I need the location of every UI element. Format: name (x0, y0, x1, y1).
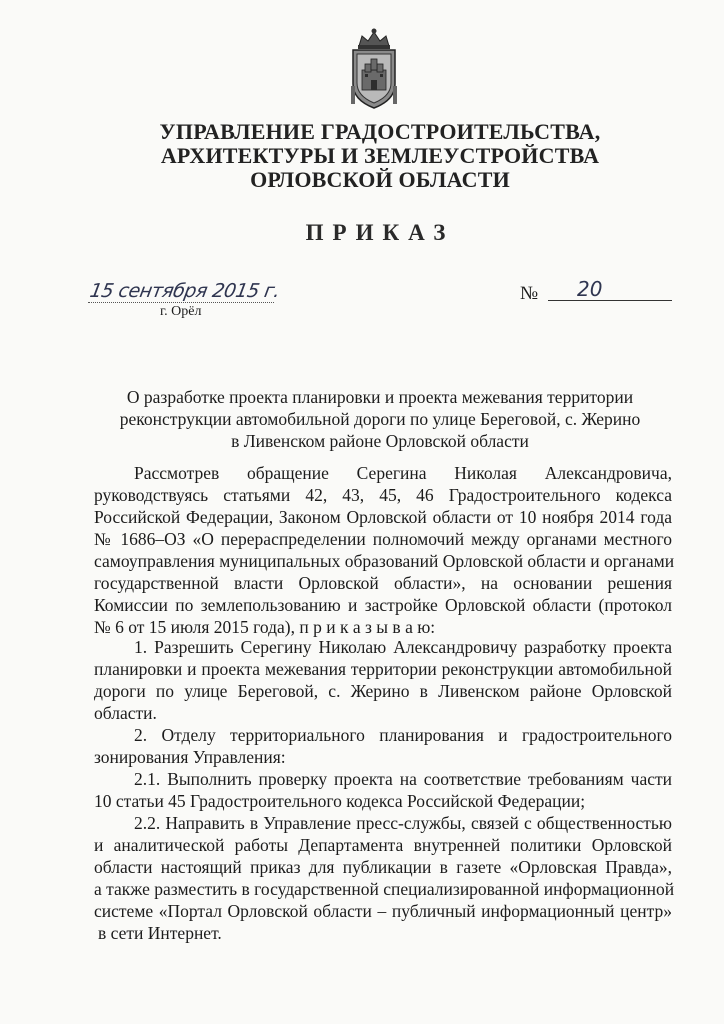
text-line: 1. Разрешить Серегину Николаю Александровичу разработку проекта (134, 637, 672, 657)
org-name-line-3: ОРЛОВСКОЙ ОБЛАСТИ (250, 167, 510, 192)
text-line: 10 статьи 45 Градостроительного кодекса Российской Федерации; (94, 791, 586, 811)
text-line: области настоящий приказ для публикации в газете «Орловская Правда», (94, 857, 672, 877)
org-name-line-2: АРХИТЕКТУРЫ И ЗЕМЛЕУСТРОЙСТВА (160, 143, 600, 168)
text-line: самоуправления муниципальных образований Орловской области и органами (94, 551, 675, 571)
place-of-issue: г. Орёл (160, 304, 202, 319)
text-line: Рассмотрев обращение Серегина Николая Александровича, (134, 463, 672, 483)
text-line: № 1686–ОЗ «О перераспределении полномочий между органами местного (94, 529, 672, 549)
handwritten-date: 15 сентября 2015 г. (88, 280, 282, 302)
org-name-line-1: УПРАВЛЕНИЕ ГРАДОСТРОИТЕЛЬСТВА, (159, 119, 601, 144)
handwritten-number: 20 (577, 277, 603, 301)
number-underline (548, 300, 672, 301)
text-line: государственной власти Орловской области», на основании решения (94, 573, 672, 593)
coat-of-arms-icon (345, 26, 403, 110)
text-line: а также разместить в государственной специализированной информационной (94, 879, 675, 899)
text-line: 2.1. Выполнить проверку проекта на соответствие требованиям части (134, 769, 672, 789)
text-line: № 6 от 15 июля 2015 года), п р и к а з ы в а ю: (94, 617, 436, 637)
text-line: системе «Портал Орловской области – публичный информационный центр» (94, 901, 672, 921)
text-line: Российской Федерации, Законом Орловской области от 10 ноября 2014 года (94, 507, 672, 527)
text-line: 2.2. Направить в Управление пресс-службы, связей с общественностью (134, 813, 672, 833)
text-line: руководствуясь статьями 42, 43, 45, 46 Градостроительного кодекса (94, 485, 672, 505)
text-line: зонирования Управления: (94, 747, 286, 767)
text-line: области. (94, 703, 157, 723)
order-items (94, 636, 675, 944)
order-title-line: реконструкции автомобильной дороги по улице Береговой, с. Жерино (119, 409, 641, 429)
order-title-line: в Ливенском районе Орловской области (231, 431, 529, 451)
order-title-line: О разработке проекта планировки и проекта межевания территории (126, 387, 634, 407)
text-line: и аналитической работы Департамента внутренней политики Орловской (94, 835, 672, 855)
document-type-heading: ПРИКАЗ (305, 220, 455, 245)
date-underline (88, 302, 274, 303)
text-line: планировки и проекта межевания территории реконструкции автомобильной (94, 659, 672, 679)
order-title (100, 386, 660, 452)
text-line: 2. Отделу территориального планирования и градостроительного (134, 725, 672, 745)
text-line: дороги по улице Береговой, с. Жерино в Ливенском районе Орловской (94, 681, 672, 701)
number-sign: № (520, 283, 539, 304)
text-line: Комиссии по землепользованию и застройке Орловской области (протокол (94, 595, 672, 615)
preamble-paragraph (94, 462, 675, 638)
text-line: в сети Интернет. (98, 923, 222, 943)
